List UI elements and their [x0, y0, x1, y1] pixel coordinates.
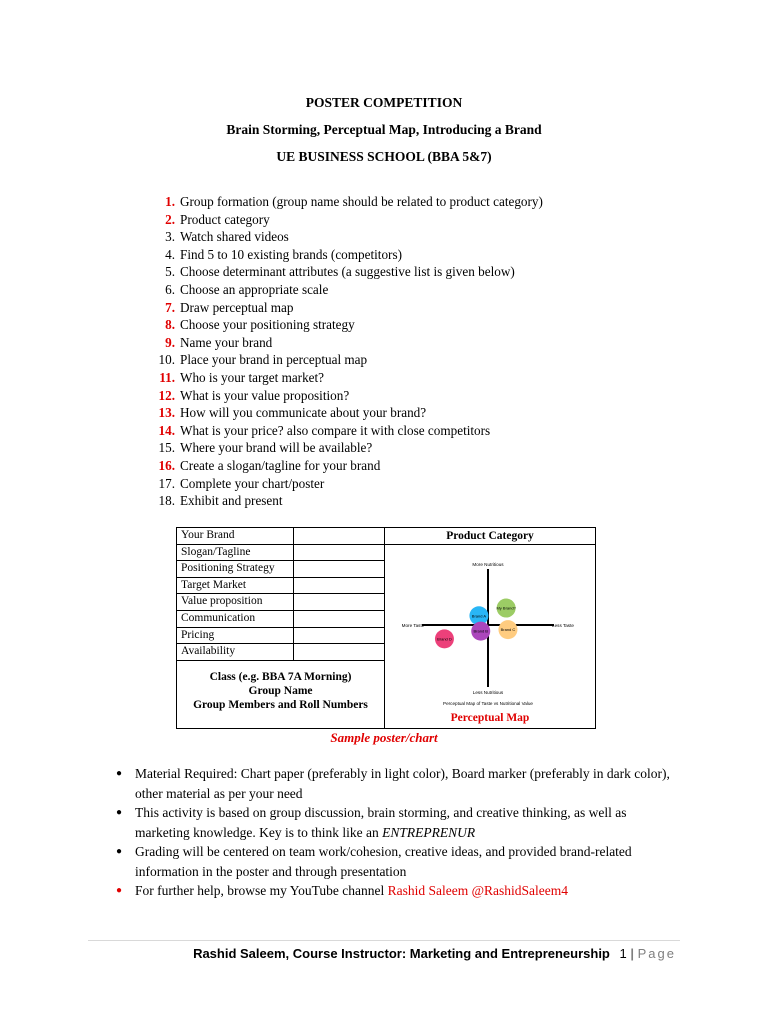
field-row	[177, 545, 384, 562]
field-row	[177, 628, 384, 645]
brand-point-label: Brand D	[437, 636, 452, 642]
field-value	[294, 528, 384, 544]
footer-divider	[88, 940, 680, 941]
step-text: Where your brand will be available?	[180, 440, 373, 456]
step-number: 11.	[159, 369, 175, 385]
step-text: Find 5 to 10 existing brands (competitors)	[180, 246, 402, 262]
step-number: 8.	[165, 317, 175, 333]
step-item	[150, 492, 543, 510]
step-text: Complete your chart/poster	[180, 475, 325, 491]
step-number: 3.	[165, 229, 175, 245]
field-row	[177, 644, 384, 661]
bullet-icon: ●	[116, 807, 123, 818]
note-text: This activity is based on group discussion, brain storming, and creative thinking, as well as marketing knowledge. Key is to think like an	[135, 805, 627, 840]
step-number: 13.	[158, 405, 175, 421]
step-item	[150, 193, 543, 211]
step-text: Draw perceptual map	[180, 299, 294, 315]
field-value	[294, 545, 384, 561]
field-label: Pricing	[177, 628, 294, 644]
step-text: Exhibit and present	[180, 493, 283, 509]
note-item	[113, 881, 673, 901]
step-item	[150, 369, 543, 387]
step-number: 4.	[165, 246, 175, 262]
group-name-line: Group Name	[248, 685, 313, 697]
note-item	[113, 842, 673, 881]
field-label: Availability	[177, 644, 294, 660]
step-text: Name your brand	[180, 334, 273, 350]
field-label: Slogan/Tagline	[177, 545, 294, 561]
class-info-box	[177, 670, 384, 712]
school-heading: UE BUSINESS SCHOOL (BBA 5&7)	[276, 149, 492, 164]
step-item	[150, 457, 543, 475]
step-text: What is your price? also compare it with close competitors	[180, 422, 491, 438]
step-number: 18.	[158, 493, 175, 509]
step-item	[150, 263, 543, 281]
field-row	[177, 561, 384, 578]
step-number: 7.	[165, 299, 175, 315]
step-item	[150, 351, 543, 369]
right-axis-label: Less Taste	[552, 623, 574, 628]
step-text: Choose determinant attributes (a suggestive list is given below)	[180, 264, 515, 280]
perceptual-map-column	[385, 528, 595, 728]
step-text: How will you communicate about your brand?	[180, 405, 427, 421]
step-item	[150, 299, 543, 317]
class-line: Class (e.g. BBA 7A Morning)	[209, 671, 352, 683]
field-label: Communication	[177, 611, 294, 627]
page-word: Page	[637, 946, 676, 961]
field-value	[294, 611, 384, 627]
footer-author: Rashid Saleem, Course Instructor: Marketing and Entrepreneurship	[193, 946, 610, 961]
note-text: Material Required: Chart paper (preferably in light color), Board marker (preferably in dark color), other material as per your need	[135, 766, 670, 801]
brand-point-label: Brand B	[473, 628, 488, 634]
field-row	[177, 611, 384, 628]
step-item	[150, 246, 543, 264]
page-title: POSTER COMPETITION	[305, 95, 463, 110]
step-item	[150, 404, 543, 422]
step-number: 16.	[158, 457, 175, 473]
step-number: 10.	[158, 352, 175, 368]
perceptual-map-chart	[385, 545, 595, 710]
field-row	[177, 594, 384, 611]
step-text: Group formation (group name should be related to product category)	[180, 194, 543, 209]
field-value	[294, 594, 384, 610]
sample-poster-table	[176, 527, 596, 729]
step-number: 1.	[165, 194, 175, 209]
field-value	[294, 644, 384, 660]
field-label: Value proposition	[177, 594, 294, 610]
bullet-icon: ●	[116, 885, 123, 896]
bullet-icon: ●	[116, 846, 123, 857]
step-text: Product category	[180, 211, 270, 227]
step-number: 15.	[158, 440, 175, 456]
field-label: Positioning Strategy	[177, 561, 294, 577]
step-item	[150, 422, 543, 440]
step-number: 6.	[165, 281, 175, 297]
brand-point-label: My Brand?	[496, 605, 516, 611]
field-row	[177, 578, 384, 595]
page-subtitle: Brain Storming, Perceptual Map, Introducing a Brand	[226, 122, 542, 137]
field-value	[294, 628, 384, 644]
field-label: Your Brand	[177, 528, 294, 544]
field-label: Target Market	[177, 578, 294, 594]
step-item	[150, 316, 543, 334]
bottom-axis-label: Less Nutritious	[472, 690, 504, 695]
map-subtitle: Perceptual Map of Taste vs Nutritional Value	[443, 701, 533, 706]
step-number: 5.	[165, 264, 175, 280]
field-value	[294, 578, 384, 594]
note-text: Grading will be centered on team work/cohesion, creative ideas, and provided brand-related information in the poster and through presentation	[135, 844, 632, 879]
step-number: 9.	[165, 334, 175, 350]
steps-list	[150, 193, 543, 510]
step-text: What is your value proposition?	[180, 387, 350, 403]
field-value	[294, 561, 384, 577]
step-text: Choose your positioning strategy	[180, 317, 355, 333]
bullet-icon: ●	[116, 768, 123, 779]
left-axis-label: More Taste	[401, 623, 425, 628]
note-item	[113, 803, 673, 842]
step-number: 12.	[158, 387, 175, 403]
note-text: For further help, browse my YouTube channel	[135, 883, 388, 898]
step-item	[150, 475, 543, 493]
step-item	[150, 439, 543, 457]
step-text: Place your brand in perceptual map	[180, 352, 368, 368]
members-line: Group Members and Roll Numbers	[193, 699, 368, 711]
notes-list	[113, 764, 673, 901]
step-text: Choose an appropriate scale	[180, 281, 329, 297]
step-item	[150, 387, 543, 405]
field-row	[177, 528, 384, 545]
step-item	[150, 228, 543, 246]
step-number: 14.	[158, 422, 175, 438]
step-text: Create a slogan/tagline for your brand	[180, 457, 381, 473]
footer-separator: |	[630, 946, 634, 961]
step-number: 2.	[165, 211, 175, 227]
perceptual-map-caption: Perceptual Map	[450, 712, 530, 724]
page-number: 1	[619, 946, 627, 961]
step-text: Watch shared videos	[180, 229, 289, 245]
top-axis-label: More Nutritious	[472, 562, 504, 567]
brand-point-label: Brand A	[471, 613, 487, 619]
note-item	[113, 764, 673, 803]
sample-caption: Sample poster/chart	[330, 730, 438, 745]
step-item	[150, 334, 543, 352]
product-category-header: Product Category	[385, 528, 595, 545]
step-text: Who is your target market?	[180, 369, 325, 385]
page-footer	[193, 946, 676, 961]
step-item	[150, 281, 543, 299]
step-item	[150, 211, 543, 229]
brand-fields-column	[177, 528, 385, 728]
step-number: 17.	[158, 475, 175, 491]
youtube-channel-link[interactable]: Rashid Saleem @RashidSaleem4	[387, 883, 569, 898]
brand-point-label: Brand C	[500, 627, 516, 633]
note-emphasis: ENTREPRENUR	[382, 824, 476, 840]
